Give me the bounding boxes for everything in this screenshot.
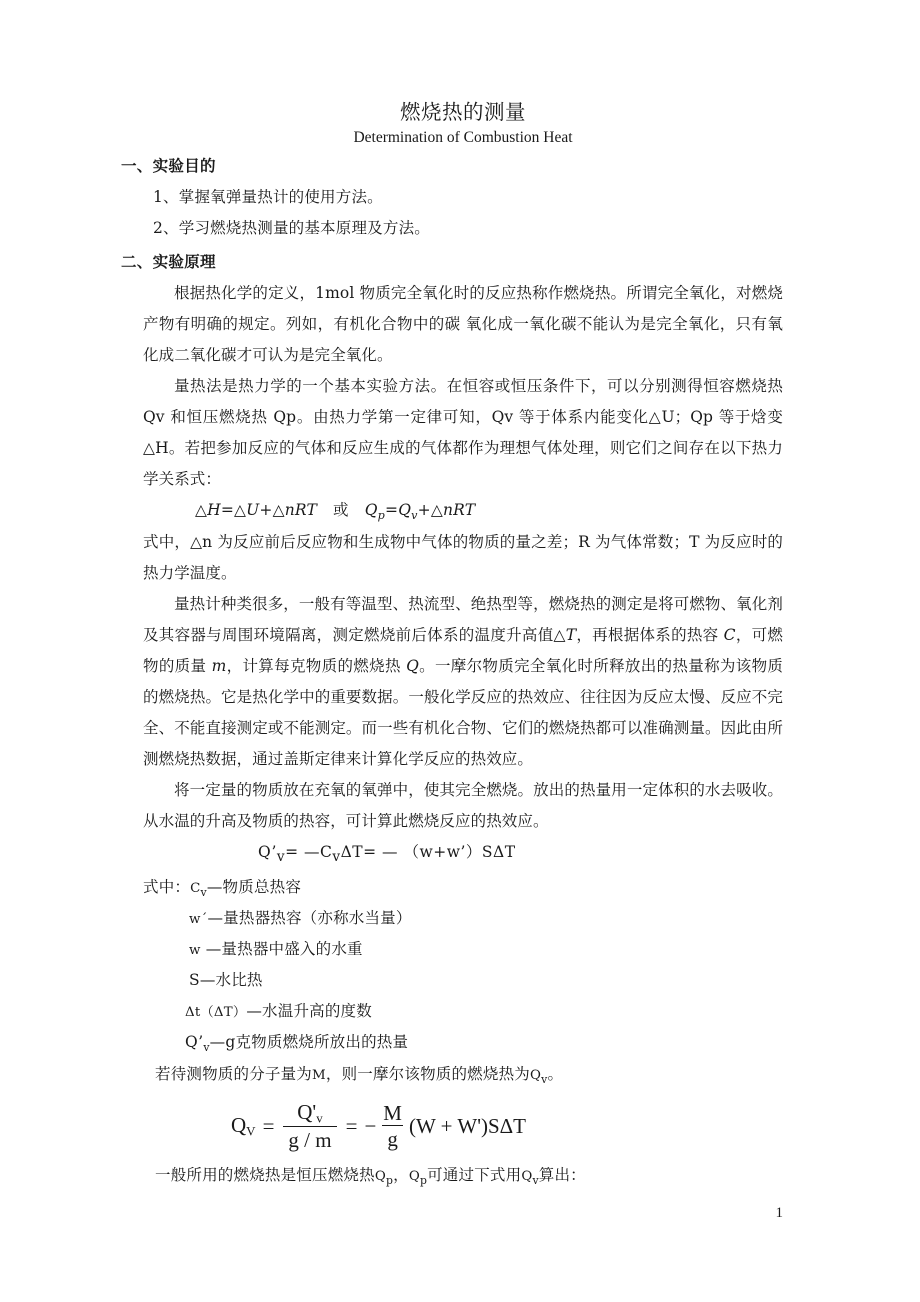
definition-row — [143, 1027, 783, 1059]
fraction-num-sub: v — [316, 1110, 323, 1126]
definition-text: —量热器中盛入的水重 — [200, 940, 363, 959]
definition-row — [143, 965, 783, 996]
note-fragment: ，则一摩尔该物质的燃烧热为 — [325, 1065, 530, 1084]
note-molar-heat — [143, 1059, 783, 1091]
definition-symbol: S — [189, 971, 200, 990]
definition-row — [143, 872, 783, 904]
equation-tail: (W + W')SΔT — [408, 1114, 526, 1139]
section-heading-objectives: 一、实验目的 — [121, 155, 216, 175]
page-title: 燃烧热的测量 — [400, 100, 526, 124]
closing-qp-1-sub: p — [385, 1174, 394, 1188]
note-fragment: 若待测物质的分子量为 — [155, 1065, 313, 1084]
equation-minus-sign: − — [364, 1114, 377, 1139]
paragraph-fragment: ，可燃物的质量 — [143, 626, 783, 676]
fraction-denominator: g / m — [283, 1126, 336, 1152]
equation-lhs — [231, 1113, 256, 1140]
paragraph-fragment: ，再根据体系的热容 — [576, 626, 719, 645]
formula-heat-absorbed — [143, 837, 783, 871]
equation-equals-2: = — [345, 1114, 358, 1139]
paragraph-fragment: ，计算每克物质的燃烧热 — [226, 657, 401, 676]
equation-lhs-symbol: Q — [231, 1113, 247, 1138]
note-q-sub: v — [541, 1073, 548, 1087]
formula-right-sub2: v — [411, 508, 418, 522]
definition-symbol: w — [189, 943, 201, 959]
closing-qv-sub: v — [532, 1174, 539, 1188]
equation-equals-1: = — [262, 1114, 275, 1139]
fraction-numerator: M — [383, 1101, 402, 1126]
equation-fraction-1 — [283, 1101, 336, 1152]
fraction-numerator — [292, 1101, 327, 1126]
paragraph-fragment: 。一摩尔物质完全氧化时所释放出的热量称为该物质的燃烧热。它是热化学中的重要数据。一般化学反应的热效应、往往因为反应太慢、反应不完全、不能直接测定或不能测定。而一些有机化合物、它们的燃烧热都可以准确测量。因此由所测燃烧热数据，通过盖斯定律来计算化学反应的热效应。 — [143, 657, 783, 769]
equation-molar-combustion-heat — [143, 1101, 783, 1152]
definition-symbol: C — [190, 880, 201, 896]
paragraph: 量热法是热力学的一个基本实验方法。在恒容或恒压条件下，可以分别测得恒容燃烧热 Qv 和恒压燃烧热 Qp。由热力学第一定律可知，Qv 等于体系内能变化△U；Qp 等于焓变△H。若把参加反应的气体和反应生成的气体都作为理想气体处理，则它们之间存在以下热力学关系式： — [143, 376, 783, 488]
formula-right-rest: +△nRT — [417, 500, 476, 519]
note-molecular-mass: M — [312, 1068, 326, 1084]
formula-left: △H=△U+△nRT — [195, 500, 318, 519]
inline-var-q: Q — [406, 657, 419, 676]
paragraph-fragment: 量热计种类很多，一般有等温型、热流型、绝热型等，燃烧热的测定是将可燃物、氧化剂及其容器与周围环境隔离，测定燃烧前后体系的温度升高值 — [143, 595, 783, 645]
definition-text: —水比热 — [199, 971, 263, 990]
list-item: 2、学习燃烧热测量的基本原理及方法。 — [153, 218, 430, 237]
definition-row — [143, 903, 783, 934]
list-item: 1、掌握氧弹量热计的使用方法。 — [153, 187, 383, 206]
page-subtitle: Determination of Combustion Heat — [353, 128, 573, 146]
closing-fragment: ， — [393, 1166, 409, 1185]
closing-qp-1: Q — [374, 1169, 386, 1185]
definition-text: —量热器热容（亦称水当量） — [207, 909, 412, 928]
definition-symbol-sub: v — [203, 1041, 210, 1055]
definition-symbol: w´ — [189, 912, 208, 928]
definition-text: —g克物质燃烧所放出的热量 — [209, 1033, 409, 1052]
closing-qp-2: Q — [408, 1169, 420, 1185]
equation-lhs-sub: V — [246, 1123, 256, 1139]
page-number: 1 — [775, 1205, 783, 1221]
closing-qp-2-sub: p — [419, 1174, 428, 1188]
formula-connector: 或 — [333, 500, 349, 519]
definition-text: —物质总热容 — [206, 877, 302, 896]
note-q: Q — [529, 1068, 542, 1084]
formula-right-q: Q — [364, 500, 378, 519]
equation-fraction-2 — [378, 1102, 407, 1151]
formula2-body-a-sub: v — [332, 849, 341, 866]
formula2-body-a: = —C — [285, 843, 333, 862]
definition-symbol: Q’ — [185, 1033, 204, 1052]
formula-right-eq: =Q — [385, 500, 412, 519]
paragraph-calorimeter — [143, 589, 783, 775]
inline-var-c: C — [723, 626, 736, 645]
fraction-denominator: g — [382, 1125, 403, 1151]
paragraph: 根据热化学的定义，1mol 物质完全氧化时的反应热称作燃烧热。所谓完全氧化，对燃烧产物有明确的规定。列如，有机化合物中的碳 氧化成一氧化碳不能认为是完全氧化，只有氧化成二氧化碳才可认为是完全氧化。 — [143, 283, 783, 364]
formula2-q-sub: v — [276, 849, 286, 866]
document-body — [121, 100, 783, 1192]
definition-symbol-sub: v — [200, 885, 207, 899]
formula-enthalpy — [143, 495, 783, 527]
closing-fragment: 可通过下式用 — [427, 1166, 522, 1185]
note-fragment: 。 — [547, 1065, 564, 1084]
definition-lead: 式中： — [143, 877, 191, 896]
closing-qv: Q — [521, 1169, 533, 1185]
definition-row — [143, 996, 783, 1027]
inline-var-m: m — [211, 657, 227, 676]
fraction-num-symbol: Q' — [297, 1099, 317, 1124]
formula2-body-b: ΔT= — （w+w’）SΔT — [340, 843, 516, 862]
formula-right-sub1: p — [377, 508, 386, 522]
definition-row — [143, 934, 783, 965]
paragraph: 式中，△n 为反应前后反应物和生成物中气体的物质的量之差；R 为气体常数；T 为反应时的热力学温度。 — [143, 533, 783, 583]
formula2-q: Q’ — [258, 843, 277, 862]
definition-text: —水温升高的度数 — [246, 1002, 372, 1021]
closing-fragment: 一般所用的燃烧热是恒压燃烧热 — [155, 1166, 375, 1185]
inline-var-delta-t: △T — [553, 626, 577, 645]
section-heading-principles: 二、实验原理 — [121, 251, 216, 271]
definition-symbol: Δt（ΔT） — [185, 1005, 247, 1021]
closing-fragment: 算出： — [538, 1166, 586, 1185]
closing-line — [143, 1160, 783, 1192]
paragraph: 将一定量的物质放在充氧的氧弹中，使其完全燃烧。放出的热量用一定体积的水去吸收。从水温的升高及物质的热容，可计算此燃烧反应的热效应。 — [143, 781, 783, 831]
